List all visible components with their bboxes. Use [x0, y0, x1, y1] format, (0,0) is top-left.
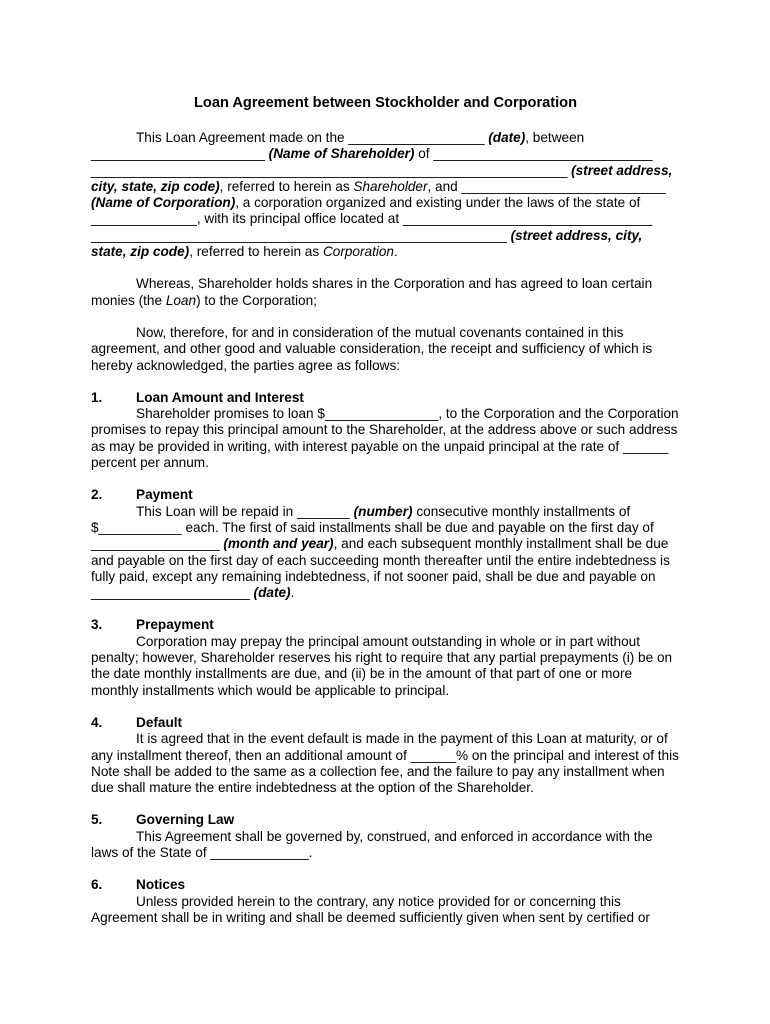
section-body: It is agreed that in the event default is made in the payment of this Loan at maturity, or of any installment thereof, then an additional amount of ______% on the principal and interest of this Note shall be added to the same as a collection fee, and the failure to pay any installment when due shall mature the entire indebtedness at the option of the Shareholder. — [91, 731, 679, 796]
section-heading — [91, 812, 680, 828]
office-blank: _________________________________ — [402, 211, 653, 227]
section-body: Shareholder promises to loan $_______________, to the Corporation and the Corporation promises to repay this principal amount to the Shareholder, at the address above or such address as may be provided in writing, with interest payable on the unpaid principal at the rate of ______ percent per annum. — [91, 406, 679, 471]
whereas-text: ) to the Corporation; — [196, 292, 317, 308]
corporation-term: Corporation — [322, 244, 394, 260]
section-title: Governing Law — [136, 812, 235, 828]
section-number: 6. — [91, 877, 103, 893]
section-number: 4. — [91, 714, 103, 730]
street-city-label: (street address, city, — [510, 227, 643, 243]
street-label: (street address, — [571, 162, 673, 178]
section-heading — [91, 487, 680, 503]
intro-text: , a corporation organized and existing under the laws of the state of — [235, 195, 641, 211]
section-notices — [91, 877, 680, 926]
payment-text: This Loan will be repaid in _______ — [136, 503, 354, 519]
section-title: Notices — [136, 877, 186, 893]
state-blank: ______________ — [91, 211, 197, 227]
section-number: 2. — [91, 487, 103, 503]
state-zip-label: state, zip code) — [91, 244, 190, 260]
section-title: Prepayment — [136, 617, 214, 633]
document-title: Loan Agreement between Stockholder and Corporation — [194, 95, 577, 111]
payment-text: consecutive monthly installments of $___________ each. The first of said installments shall be due and payable on the first day of _________________ — [91, 503, 654, 552]
month-year-label: (month and year) — [223, 536, 334, 552]
section-number: 1. — [91, 389, 103, 405]
section-prepayment — [91, 617, 680, 698]
intro-text: , with its principal office located at — [196, 211, 403, 227]
office-blank: _______________________________________________________ — [91, 227, 507, 243]
intro-text: of — [414, 146, 434, 162]
intro-text: This Loan Agreement made on the — [136, 130, 349, 145]
date-blank: __________________ — [348, 130, 485, 145]
section-heading — [91, 390, 680, 406]
intro-text: , and — [427, 178, 462, 194]
address-blank: _____________________________ — [433, 146, 653, 162]
shareholder-label: (Name of Shareholder) — [268, 146, 415, 162]
number-label: (number) — [353, 503, 413, 519]
payment-text: , and each subsequent monthly installment shall be due and payable on the first day of each succeeding month thereafter until the entire indebtedness is fully paid, except any remaining indebtedness, if not sooner paid, shall be due and payable on _____________________ — [91, 536, 670, 601]
now-therefore-paragraph: Now, therefore, for and in consideration of the mutual covenants contained in this agreement, and other good and valuable consideration, the receipt and sufficiency of which is hereby acknowledged, the parties agree as follows: — [91, 324, 653, 373]
section-title: Default — [136, 714, 183, 730]
section-body — [91, 504, 680, 602]
section-title: Loan Amount and Interest — [136, 389, 304, 405]
shareholder-blank: _______________________ — [91, 146, 265, 162]
corporation-label: (Name of Corporation) — [91, 195, 236, 211]
section-title: Payment — [136, 487, 193, 503]
section-heading — [91, 715, 680, 731]
intro-text: . — [393, 244, 398, 260]
intro-text: , between — [525, 130, 585, 145]
intro-paragraph — [91, 130, 680, 260]
whereas-paragraph — [91, 276, 680, 309]
section-heading — [91, 877, 680, 893]
date-label: (date) — [253, 585, 291, 601]
address-blank: _______________________________________________________________ — [91, 162, 568, 178]
corporation-blank: ___________________________ — [461, 178, 666, 194]
section-body: Unless provided herein to the contrary, any notice provided for or concerning this Agreement shall be in writing and shall be deemed sufficiently given when sent by certified or — [91, 893, 650, 925]
section-body: Corporation may prepay the principal amount outstanding in whole or in part without penalty; however, Shareholder reserves his right to require that any partial prepayments (i) be on the date monthly installments are due, and (ii) be in the amount of that part of one or more monthly installments which would be applicable to principal. — [91, 633, 673, 698]
loan-term: Loan — [165, 292, 197, 308]
shareholder-term: Shareholder — [353, 178, 428, 194]
section-body: This Agreement shall be governed by, construed, and enforced in accordance with the laws of the State of _____________. — [91, 828, 653, 860]
section-loan-amount — [91, 390, 680, 471]
section-payment — [91, 487, 680, 601]
date-label: (date) — [488, 130, 526, 145]
section-heading — [91, 617, 680, 633]
section-number: 3. — [91, 617, 103, 633]
payment-text: . — [290, 585, 295, 601]
section-number: 5. — [91, 812, 103, 828]
section-governing-law — [91, 812, 680, 861]
intro-text: , referred to herein as — [189, 244, 323, 260]
intro-text: , referred to herein as — [219, 178, 354, 194]
city-label: city, state, zip code) — [91, 178, 220, 194]
section-default — [91, 715, 680, 796]
whereas-text: Whereas, Shareholder holds shares in the Corporation and has agreed to loan certain monies (the — [91, 276, 653, 308]
